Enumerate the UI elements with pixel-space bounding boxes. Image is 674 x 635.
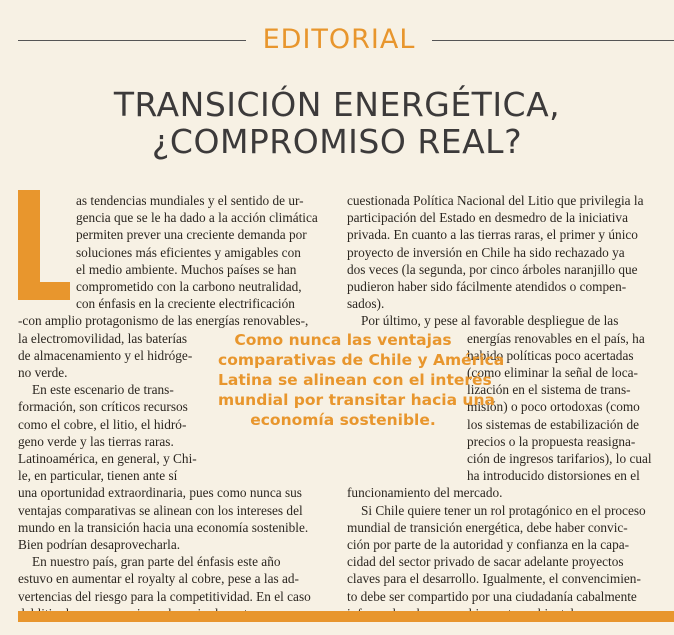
pull-quote-line: Como nunca las ventajas <box>234 331 452 349</box>
body-line: Bien podrían desaprovecharla. <box>18 537 181 553</box>
body-line: mundial de transición energética, debe haber convic- <box>347 519 628 535</box>
body-line: sados). <box>347 296 385 312</box>
section-rule-left <box>18 40 246 41</box>
body-line: energías renovables en el país, ha <box>467 330 645 346</box>
body-line: le, en particular, tienen ante sí <box>18 468 178 484</box>
body-line: ción de ingresos tarifarios), lo cual <box>467 451 652 467</box>
body-line: -con amplio protagonismo de las energías renovables-, <box>18 313 309 329</box>
body-line: En este escenario de trans- <box>32 382 174 398</box>
section-label: EDITORIAL <box>246 22 432 58</box>
body-line: los sistemas de estabilización de <box>467 416 640 432</box>
body-line: una oportunidad extraordinaria, pues como nunca sus <box>18 485 302 501</box>
body-line: as tendencias mundiales y el sentido de ur- <box>76 193 304 208</box>
body-line: con énfasis en la creciente electrificación <box>76 296 295 312</box>
body-line: gencia que se le ha dado a la acción climática <box>76 210 318 226</box>
body-line: cuestionada Política Nacional del Litio que privilegia la <box>347 193 644 208</box>
body-line: el medio ambiente. Muchos países se han <box>76 261 297 277</box>
body-line: to debe ser compartido por una ciudadanía cabalmente <box>347 588 637 604</box>
body-line: lización en el sistema de trans- <box>467 382 631 398</box>
body-line: ción por parte de la autoridad y confianza en la capa- <box>347 537 630 553</box>
body-line: participación del Estado en desmedro de la iniciativa <box>347 210 628 226</box>
body-line: ha introducido distorsiones en el <box>467 468 640 484</box>
body-line: formación, son críticos recursos <box>18 399 188 415</box>
pull-quote <box>218 330 505 430</box>
body-line: (como eliminar la señal de loca- <box>467 365 638 381</box>
body-line: dos veces (la segunda, por cinco árboles naranjillo que <box>347 261 638 277</box>
pull-quote-line: comparativas de Chile y América <box>218 351 505 369</box>
body-line: la electromovilidad, las baterías <box>18 330 188 346</box>
headline-line-2: ¿COMPROMISO REAL? <box>151 122 523 161</box>
body-line: permiten prever una creciente demanda por <box>76 227 307 243</box>
body-line: comprometido con la carbono neutralidad, <box>76 279 302 295</box>
body-line: ventajas comparativas se alinean con los intereses del <box>18 502 303 518</box>
body-line: cidad del sector privado de sacar adelante proyectos <box>347 554 624 570</box>
body-line: estuvo en aumentar el royalty al cobre, pese a las ad- <box>18 571 299 587</box>
section-rule-right <box>432 40 674 41</box>
body-line: soluciones más eficientes y amigables con <box>76 244 301 260</box>
body-line: vertencias del riesgo para la competitividad. En el caso <box>18 588 311 604</box>
headline-line-1: TRANSICIÓN ENERGÉTICA, <box>113 85 561 124</box>
body-line: claves para el desarrollo. Igualmente, el convencimien- <box>347 571 641 587</box>
body-line: Si Chile quiere tener un rol protagónico en el proceso <box>361 502 646 518</box>
body-line: pudieron haber sido fácilmente atendidos o compen- <box>347 279 627 295</box>
body-line: habido políticas poco acertadas <box>467 347 634 363</box>
body-line: de almacenamiento y el hidróge- <box>18 347 193 363</box>
body-line: Por último, y pese al favorable despliegue de las <box>361 313 619 329</box>
body-line: Latinoamérica, en general, y Chi- <box>18 451 197 467</box>
headline <box>0 86 674 160</box>
body-line: funcionamiento del mercado. <box>347 485 503 501</box>
pull-quote-line: Latina se alinean con el interés <box>218 371 492 389</box>
body-line: como el cobre, el litio, el hidró- <box>18 416 187 432</box>
pull-quote-line: mundial por transitar hacia una <box>218 391 495 409</box>
body-line: precios o la propuesta reasigna- <box>467 433 636 449</box>
bottom-accent-bar <box>18 611 674 622</box>
body-line: no verde. <box>18 365 68 381</box>
pull-quote-line: economía sostenible. <box>250 411 436 429</box>
body-line: geno verde y las tierras raras. <box>18 433 174 449</box>
body-line: privada. En cuanto a las tierras raras, el primer y único <box>347 227 638 243</box>
body-line: proyecto de inversión en Chile ha sido rechazado ya <box>347 244 625 260</box>
body-line: En nuestro país, gran parte del énfasis este año <box>32 554 281 570</box>
body-line: misión) o poco ortodoxas (como <box>467 399 640 415</box>
body-line: mundo en la transición hacia una economía sostenible. <box>18 519 309 535</box>
